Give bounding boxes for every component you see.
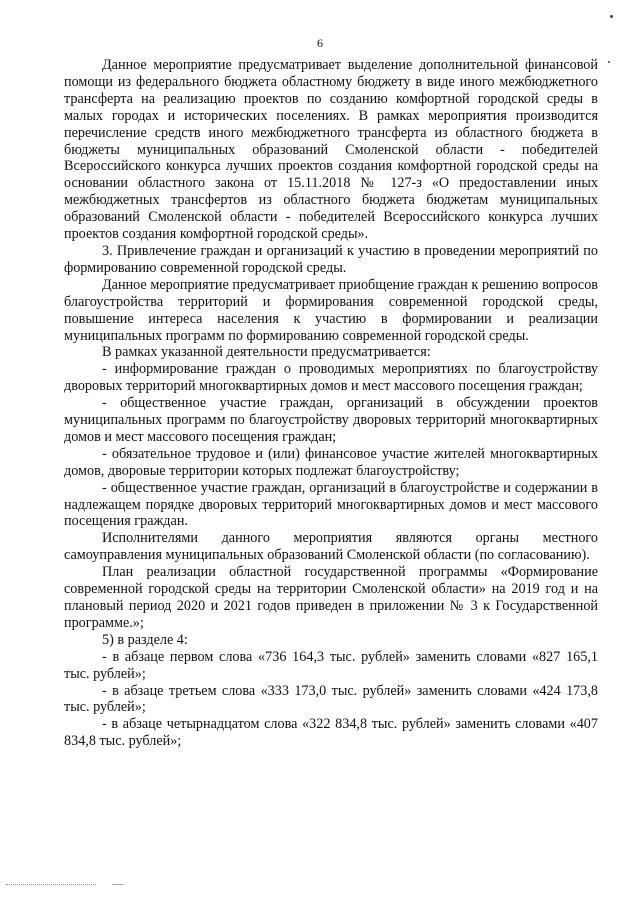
paragraph-financial-aid: Данное мероприятие предусматривает выделение дополнительной финансовой помощи из федерального бюджета областному бюджету в виде иного межбюджетного трансферта на реализацию проектов по созданию комфортной городской среды в малых городах и исторических поселениях. В рамках мероприятия производится перечисление средств иного межбюджетного трансферта из областного бюджета в бюджеты муниципальных образований Смоленской области - победителей Всероссийского конкурса лучших проектов создания комфортной городской среды на основании областного закона от 15.11.2018 № 127-з «О предоставлении иных межбюджетных трансфертов из областного бюджета бюджетам муниципальных образований Смоленской области - победителей Всероссийского конкурса лучших проектов создания комфортной городской среды». xyxy=(64,57,598,243)
list-item-labor-participation: - обязательное трудовое и (или) финансовое участие жителей многоквартирных домов, дворовые территории которых подлежат благоустройству; xyxy=(64,445,598,479)
paragraph-section-4-heading: 5) в разделе 4: xyxy=(102,631,188,648)
footer-dash xyxy=(112,884,124,885)
amendment-fourteenth-paragraph: - в абзаце четырнадцатом слова «322 834,8 тыс. рублей» заменить словами «407 834,8 тыс. рублей»; xyxy=(64,716,598,750)
list-item-maintenance-participation: - общественное участие граждан, организаций в благоустройстве и содержании в надлежащем порядке дворовых территорий многоквартирных домов и мест массового посещения граждан. xyxy=(64,479,598,530)
page-number: 6 xyxy=(317,36,323,50)
list-item-public-discussion: - общественное участие граждан, организаций в обсуждении проектов муниципальных программ по благоустройству дворовых территорий многоквартирных домов и мест массового посещения граждан; xyxy=(64,395,598,445)
amendment-third-paragraph: - в абзаце третьем слова «333 173,0 тыс. рублей» заменить словами «424 173,8 тыс. рублей»; xyxy=(64,682,598,716)
paragraph-heading-item-3: 3. Привлечение граждан и организаций к участию в проведении мероприятий по формированию современной городской среды. xyxy=(64,242,598,276)
scan-speck xyxy=(610,15,613,18)
scan-speck xyxy=(608,61,610,63)
paragraph-executors: Исполнителями данного мероприятия являются органы местного самоуправления муниципальных образований Смоленской области (по согласованию). xyxy=(64,530,598,564)
paragraph-activities-intro: В рамках указанной деятельности предусматривается: xyxy=(102,344,431,361)
list-item-informing: - информирование граждан о проводимых мероприятиях по благоустройству дворовых территорий многоквартирных домов и мест массового посещения граждан; xyxy=(64,361,598,395)
footer-rule xyxy=(6,884,96,885)
amendment-first-paragraph: - в абзаце первом слова «736 164,3 тыс. рублей» заменить словами «827 165,1 тыс. рублей»; xyxy=(64,648,598,682)
paragraph-implementation-plan: План реализации областной государственной программы «Формирование современной городской среды на территории Смоленской области» на 2019 год и на плановый период 2020 и 2021 годов приведен в приложении № 3 к Государственной программе.»; xyxy=(64,564,598,631)
document-body xyxy=(64,57,598,750)
paragraph-engagement-description: Данное мероприятие предусматривает приобщение граждан к решению вопросов благоустройства территорий и формирования современной городской среды, повышение интереса населения к участию в формировании и реализации муниципальных программ по формированию современной городской среды. xyxy=(64,276,598,344)
